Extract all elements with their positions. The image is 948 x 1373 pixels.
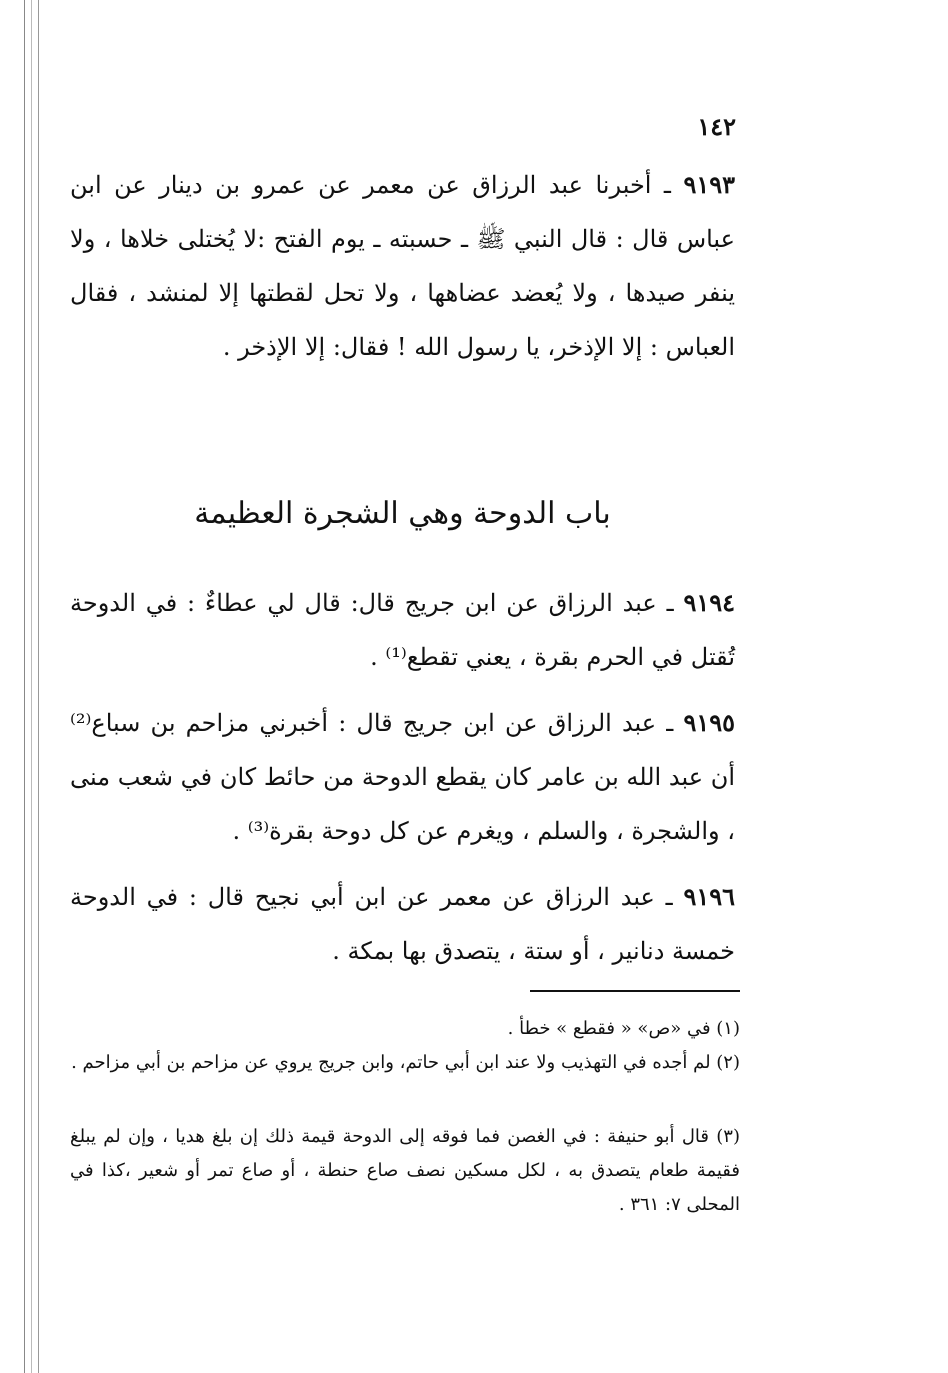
hadith-text: ـ عبد الرزاق عن ابن جريج قال: قال لي عطاءٌ : في الدوحة تُقتل في الحرم بقرة ، يعني تقطع⁽¹⁾ . xyxy=(70,589,735,671)
hadith-9196 xyxy=(70,870,735,978)
hadith-text: ـ عبد الرزاق عن معمر عن ابن أبي نجيح قال : في الدوحة خمسة دنانير ، أو ستة ، يتصدق بها بمكة . xyxy=(70,883,735,965)
hadith-number: ٩١٩٦ xyxy=(683,882,735,911)
margin-line xyxy=(24,0,25,1373)
chapter-heading: باب الدوحة وهي الشجرة العظيمة xyxy=(194,496,611,531)
hadith-number: ٩١٩٤ xyxy=(683,588,735,617)
hadith-text: ـ أخبرنا عبد الرزاق عن معمر عن عمرو بن دينار عن ابن عباس قال : قال النبي ﷺ ـ حسبته ـ يوم الفتح :لا يُختلى خلاها ، ولا ينفر صيدها ، ولا يُعضد عضاهها ، ولا تحل لقطتها إلا لمنشد ، فقال العباس : إلا الإذخر، يا رسول الله ! فقال: إلا الإذخر . xyxy=(70,171,735,361)
page-number: ١٤٢ xyxy=(697,112,736,141)
margin-line xyxy=(31,0,32,1373)
hadith-9193 xyxy=(70,158,735,374)
hadith-text: ـ عبد الرزاق عن ابن جريج قال : أخبرني مزاحم بن سباع⁽²⁾ أن عبد الله بن عامر كان يقطع الدوحة من حائط كان في شعب منى ، والشجرة ، والسلم ، ويغرم عن كل دوحة بقرة⁽³⁾ . xyxy=(70,709,735,845)
hadith-9194 xyxy=(70,576,735,684)
footnote-2: (٢) لم أجده في التهذيب ولا عند ابن أبي حاتم، وابن جريج يروي عن مزاحم بن أبي مزاحم . xyxy=(71,1052,740,1073)
margin-line xyxy=(38,0,39,1373)
hadith-number: ٩١٩٣ xyxy=(683,170,735,199)
footnote-1: (١) في «ص» « فقطع » خطأ . xyxy=(507,1018,740,1039)
hadith-number: ٩١٩٥ xyxy=(683,708,735,737)
hadith-9195 xyxy=(70,696,735,858)
footnote-separator xyxy=(530,990,740,992)
footnote-3: (٣) قال أبو حنيفة : في الغصن فما فوقه إلى الدوحة قيمة ذلك إن بلغ هديا ، وإن لم يبلغ فقيمة طعام يتصدق به ، لكل مسكين نصف صاع حنطة ، أو صاع تمر أو شعير ،كذا في المحلى ٧: ٣٦١ . xyxy=(70,1126,740,1215)
